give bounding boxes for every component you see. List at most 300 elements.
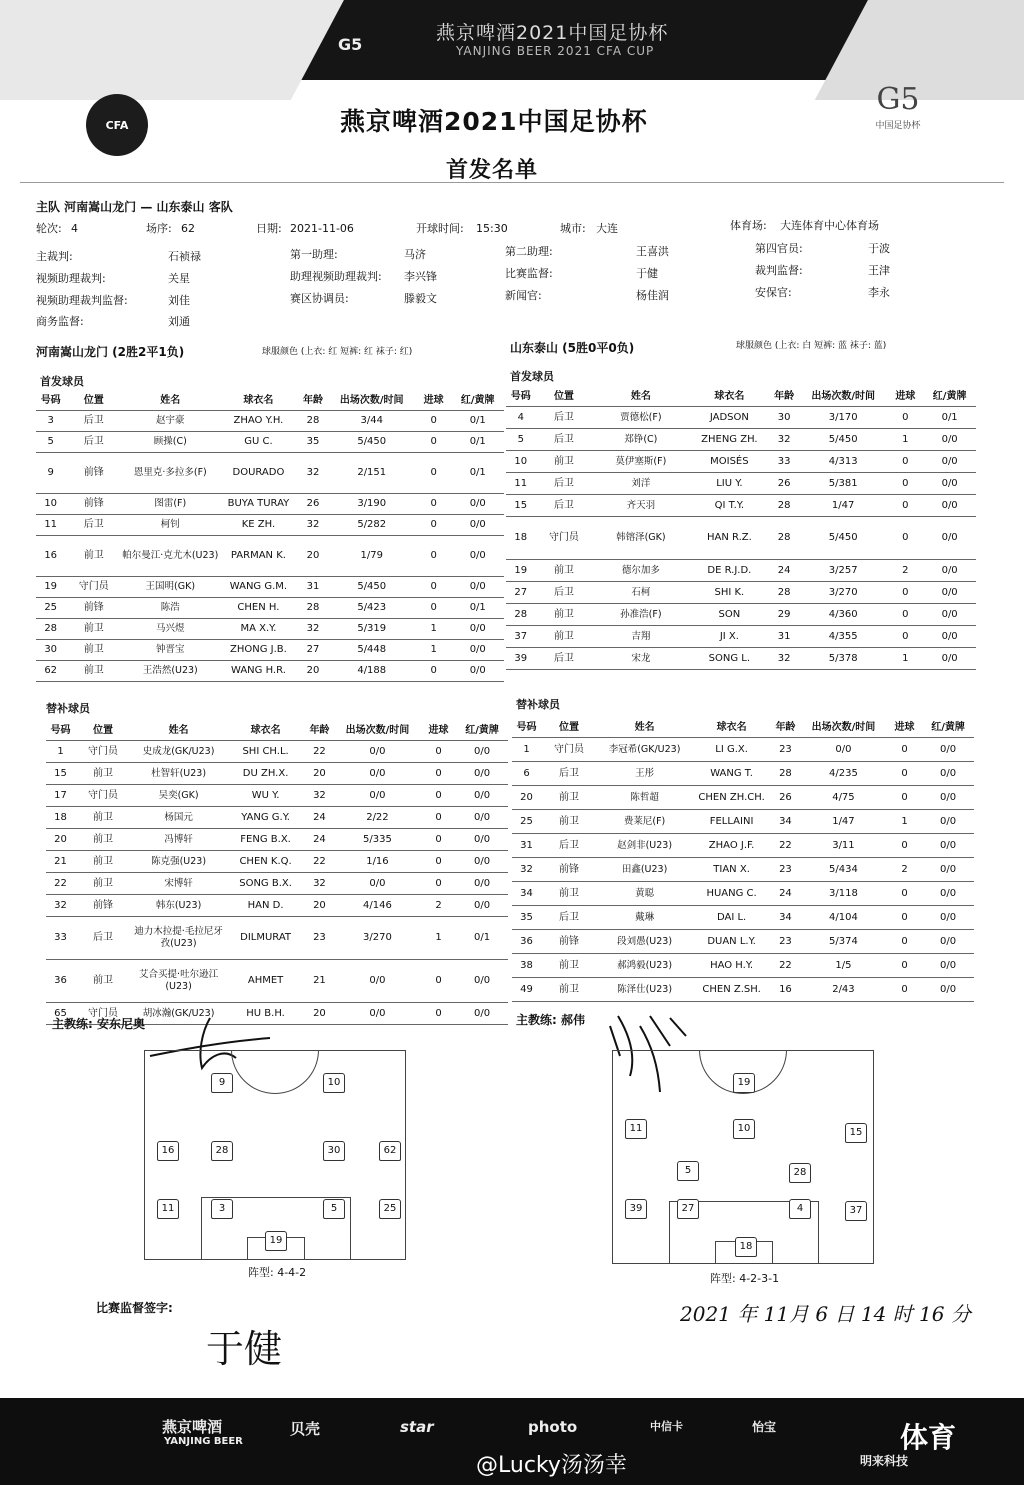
player-row bbox=[46, 807, 508, 829]
cell-appearances: 5/282 bbox=[328, 515, 416, 536]
cell-number: 10 bbox=[36, 494, 65, 515]
cell-goals: 0 bbox=[416, 598, 452, 619]
cell-name: 田鑫(U23) bbox=[597, 858, 692, 882]
sponsor-star: star bbox=[400, 1418, 434, 1436]
cell-goals: 0 bbox=[887, 978, 922, 1002]
cell-position: 后卫 bbox=[541, 762, 597, 786]
match-no-value: 62 bbox=[181, 222, 195, 235]
player-row bbox=[506, 473, 976, 495]
cell-cards: 0/0 bbox=[922, 978, 974, 1002]
official-label: 助理视频助理裁判: bbox=[290, 270, 382, 283]
cell-name: 孙准浩(F) bbox=[592, 604, 689, 626]
cell-position: 前卫 bbox=[75, 807, 131, 829]
home-subs-label: 替补球员 bbox=[46, 702, 90, 715]
cell-age: 28 bbox=[298, 598, 327, 619]
cell-age: 28 bbox=[769, 517, 799, 560]
cell-age: 21 bbox=[305, 960, 334, 1003]
column-header: 进球 bbox=[887, 719, 922, 738]
cell-cards: 0/0 bbox=[456, 960, 508, 1003]
cell-age: 30 bbox=[769, 407, 799, 429]
cup-logo: G5 中国足协杯 bbox=[875, 82, 921, 131]
cell-age: 34 bbox=[771, 810, 800, 834]
home-subs-table bbox=[46, 722, 508, 1025]
cell-appearances: 3/270 bbox=[334, 917, 421, 960]
cell-number: 36 bbox=[46, 960, 75, 1003]
cell-age: 23 bbox=[771, 930, 800, 954]
column-header: 姓名 bbox=[122, 392, 219, 411]
cell-goals: 0 bbox=[416, 661, 452, 682]
top-banner bbox=[0, 0, 1024, 80]
cell-shirt-name: HAO H.Y. bbox=[692, 954, 771, 978]
cell-age: 24 bbox=[771, 882, 800, 906]
cell-age: 31 bbox=[769, 626, 799, 648]
cell-age: 32 bbox=[298, 453, 327, 494]
cell-appearances: 2/43 bbox=[800, 978, 887, 1002]
column-header: 姓名 bbox=[597, 719, 692, 738]
cell-age: 28 bbox=[769, 495, 799, 517]
city-value: 大连 bbox=[596, 222, 618, 235]
cell-name: 德尔加多 bbox=[592, 560, 689, 582]
column-header: 年龄 bbox=[769, 388, 799, 407]
cell-shirt-name: WANG G.M. bbox=[219, 577, 299, 598]
cell-name: 韩镕泽(GK) bbox=[592, 517, 689, 560]
player-row bbox=[36, 598, 504, 619]
column-header: 号码 bbox=[46, 722, 75, 741]
cell-cards: 0/0 bbox=[451, 536, 504, 577]
cell-age: 20 bbox=[298, 661, 327, 682]
city-label: 城市: bbox=[560, 222, 586, 235]
cell-number: 33 bbox=[46, 917, 75, 960]
player-row bbox=[46, 960, 508, 1003]
player-row bbox=[36, 661, 504, 682]
cell-goals: 0 bbox=[416, 494, 452, 515]
player-row bbox=[36, 432, 504, 453]
sponsor-yibao: 怡宝 bbox=[752, 1420, 777, 1434]
cell-name: 齐天羽 bbox=[592, 495, 689, 517]
cell-goals: 0 bbox=[887, 954, 922, 978]
home-formation-pitch bbox=[144, 1050, 406, 1260]
cell-shirt-name: HU B.H. bbox=[226, 1003, 305, 1025]
player-row bbox=[46, 895, 508, 917]
cell-shirt-name: CHEN ZH.CH. bbox=[692, 786, 771, 810]
cell-cards: 0/0 bbox=[923, 517, 976, 560]
cell-position: 后卫 bbox=[536, 407, 593, 429]
cell-appearances: 0/0 bbox=[334, 741, 421, 763]
cell-cards: 0/1 bbox=[451, 453, 504, 494]
cell-name: 贾德松(F) bbox=[592, 407, 689, 429]
cell-name: 戴琳 bbox=[597, 906, 692, 930]
cell-number: 27 bbox=[506, 582, 536, 604]
cell-cards: 0/0 bbox=[456, 873, 508, 895]
cell-appearances: 3/44 bbox=[328, 411, 416, 432]
cell-shirt-name: ZHAO J.F. bbox=[692, 834, 771, 858]
player-shirt-icon: 5 bbox=[677, 1161, 699, 1181]
supervisor-signature: 于健 bbox=[206, 1327, 283, 1371]
player-shirt-icon: 30 bbox=[323, 1141, 345, 1161]
cell-age: 20 bbox=[298, 536, 327, 577]
cell-age: 20 bbox=[305, 1003, 334, 1025]
cell-number: 28 bbox=[506, 604, 536, 626]
cell-position: 后卫 bbox=[536, 495, 593, 517]
cell-cards: 0/1 bbox=[451, 598, 504, 619]
cell-goals: 0 bbox=[887, 626, 923, 648]
column-header: 姓名 bbox=[592, 388, 689, 407]
cell-position: 前卫 bbox=[541, 954, 597, 978]
cell-goals: 1 bbox=[887, 810, 922, 834]
home-formation: 阵型: 4-4-2 bbox=[248, 1266, 307, 1279]
official-label: 主裁判: bbox=[36, 250, 73, 263]
cell-number: 17 bbox=[46, 785, 75, 807]
official-label: 视频助理裁判监督: bbox=[36, 294, 128, 307]
cell-cards: 0/0 bbox=[922, 762, 974, 786]
player-row bbox=[506, 451, 976, 473]
cell-appearances: 1/47 bbox=[799, 495, 888, 517]
cell-number: 38 bbox=[512, 954, 541, 978]
cell-goals: 0 bbox=[416, 536, 452, 577]
cell-number: 30 bbox=[36, 640, 65, 661]
cell-name: 陈泽仕(U23) bbox=[597, 978, 692, 1002]
player-row bbox=[46, 785, 508, 807]
player-row bbox=[36, 411, 504, 432]
cell-goals: 0 bbox=[887, 834, 922, 858]
cell-position: 前卫 bbox=[65, 661, 122, 682]
official-name: 石祯禄 bbox=[168, 250, 201, 263]
cell-number: 32 bbox=[46, 895, 75, 917]
official-name: 于健 bbox=[636, 267, 658, 280]
cell-goals: 1 bbox=[887, 429, 923, 451]
date-label: 日期: bbox=[256, 222, 282, 235]
player-shirt-icon: 16 bbox=[157, 1141, 179, 1161]
cell-shirt-name: HAN R.Z. bbox=[689, 517, 769, 560]
player-row bbox=[36, 577, 504, 598]
cell-name: 王浩然(U23) bbox=[122, 661, 219, 682]
cell-goals: 0 bbox=[421, 873, 456, 895]
official-label: 比赛监督: bbox=[505, 267, 553, 280]
cell-position: 前卫 bbox=[541, 786, 597, 810]
cell-goals: 0 bbox=[887, 495, 923, 517]
stadium-value: 大连体育中心体育场 bbox=[780, 219, 879, 232]
cell-name: 陈浩 bbox=[122, 598, 219, 619]
cell-number: 37 bbox=[506, 626, 536, 648]
cell-appearances: 5/434 bbox=[800, 858, 887, 882]
cell-appearances: 1/5 bbox=[800, 954, 887, 978]
cell-name: 李冠希(GK/U23) bbox=[597, 738, 692, 762]
cell-number: 21 bbox=[46, 851, 75, 873]
cell-cards: 0/0 bbox=[922, 738, 974, 762]
cell-shirt-name: DE R.J.D. bbox=[689, 560, 769, 582]
cell-number: 11 bbox=[506, 473, 536, 495]
cell-age: 26 bbox=[298, 494, 327, 515]
column-header: 位置 bbox=[65, 392, 122, 411]
official-label: 商务监督: bbox=[36, 315, 84, 328]
cell-appearances: 0/0 bbox=[334, 785, 421, 807]
banner-subtitle: YANJING BEER 2021 CFA CUP bbox=[456, 44, 655, 58]
g5-logo: G5 bbox=[338, 35, 363, 54]
cell-appearances: 4/75 bbox=[800, 786, 887, 810]
column-header: 进球 bbox=[421, 722, 456, 741]
cell-shirt-name: SHI K. bbox=[689, 582, 769, 604]
cell-age: 23 bbox=[771, 858, 800, 882]
cell-goals: 0 bbox=[421, 763, 456, 785]
cell-appearances: 3/270 bbox=[799, 582, 888, 604]
cell-cards: 0/0 bbox=[456, 807, 508, 829]
supervisor-signature-label: 比赛监督签字: bbox=[96, 1301, 173, 1315]
cell-cards: 0/0 bbox=[922, 858, 974, 882]
match-no-label: 场序: bbox=[146, 222, 172, 235]
player-shirt-icon: 19 bbox=[265, 1231, 287, 1251]
cell-name: 石柯 bbox=[592, 582, 689, 604]
cell-cards: 0/0 bbox=[922, 906, 974, 930]
away-starting-table bbox=[506, 388, 976, 670]
cell-name: 莫伊塞斯(F) bbox=[592, 451, 689, 473]
cell-goals: 1 bbox=[416, 619, 452, 640]
cell-shirt-name: TIAN X. bbox=[692, 858, 771, 882]
player-row bbox=[512, 738, 974, 762]
cell-shirt-name: MOISÉS bbox=[689, 451, 769, 473]
cell-cards: 0/0 bbox=[922, 834, 974, 858]
cell-cards: 0/0 bbox=[923, 582, 976, 604]
cell-shirt-name: WANG T. bbox=[692, 762, 771, 786]
cell-number: 19 bbox=[506, 560, 536, 582]
player-shirt-icon: 3 bbox=[211, 1199, 233, 1219]
cell-shirt-name: DOURADO bbox=[219, 453, 299, 494]
player-shirt-icon: 27 bbox=[677, 1199, 699, 1219]
cell-appearances: 5/374 bbox=[800, 930, 887, 954]
cell-number: 6 bbox=[512, 762, 541, 786]
cell-appearances: 4/235 bbox=[800, 762, 887, 786]
cell-shirt-name: FENG B.X. bbox=[226, 829, 305, 851]
cell-name: 黄聪 bbox=[597, 882, 692, 906]
official-label: 安保官: bbox=[755, 286, 792, 299]
official-name: 杨佳润 bbox=[636, 289, 669, 302]
player-shirt-icon: 28 bbox=[211, 1141, 233, 1161]
player-row bbox=[506, 560, 976, 582]
cell-goals: 0 bbox=[887, 762, 922, 786]
cell-position: 前卫 bbox=[536, 604, 593, 626]
cell-goals: 0 bbox=[421, 829, 456, 851]
column-header: 年龄 bbox=[771, 719, 800, 738]
cell-cards: 0/0 bbox=[923, 648, 976, 670]
column-header: 红/黄牌 bbox=[922, 719, 974, 738]
player-row bbox=[506, 626, 976, 648]
column-header: 球衣名 bbox=[689, 388, 769, 407]
player-row bbox=[512, 954, 974, 978]
cell-position: 前锋 bbox=[65, 598, 122, 619]
cell-position: 后卫 bbox=[541, 834, 597, 858]
player-shirt-icon: 15 bbox=[845, 1123, 867, 1143]
player-row bbox=[506, 648, 976, 670]
cell-number: 65 bbox=[46, 1003, 75, 1025]
cell-name: 顾操(C) bbox=[122, 432, 219, 453]
official-label: 赛区协调员: bbox=[290, 292, 349, 305]
cell-age: 28 bbox=[771, 762, 800, 786]
cell-cards: 0/0 bbox=[451, 619, 504, 640]
cell-position: 前卫 bbox=[75, 851, 131, 873]
kickoff-label: 开球时间: bbox=[416, 222, 464, 235]
cell-shirt-name: HAN D. bbox=[226, 895, 305, 917]
column-header: 球衣名 bbox=[226, 722, 305, 741]
cell-appearances: 3/11 bbox=[800, 834, 887, 858]
cell-position: 前卫 bbox=[536, 451, 593, 473]
away-kit-colors: 球服颜色 (上衣: 白 短裤: 蓝 袜子: 蓝) bbox=[736, 341, 887, 351]
cell-goals: 0 bbox=[887, 473, 923, 495]
player-shirt-icon: 37 bbox=[845, 1201, 867, 1221]
player-row bbox=[46, 851, 508, 873]
player-shirt-icon: 11 bbox=[157, 1199, 179, 1219]
cell-position: 后卫 bbox=[536, 429, 593, 451]
away-formation-pitch bbox=[612, 1050, 874, 1264]
column-header: 出场次数/时间 bbox=[799, 388, 888, 407]
cell-appearances: 4/313 bbox=[799, 451, 888, 473]
cell-position: 后卫 bbox=[536, 473, 593, 495]
cell-number: 36 bbox=[512, 930, 541, 954]
away-subs-table bbox=[512, 719, 974, 1002]
cell-shirt-name: ZHONG J.B. bbox=[219, 640, 299, 661]
cell-cards: 0/0 bbox=[456, 851, 508, 873]
cell-appearances: 5/381 bbox=[799, 473, 888, 495]
cell-name: 马兴煜 bbox=[122, 619, 219, 640]
cell-appearances: 3/118 bbox=[800, 882, 887, 906]
cell-number: 15 bbox=[46, 763, 75, 785]
official-name: 关星 bbox=[168, 272, 190, 285]
cell-appearances: 4/360 bbox=[799, 604, 888, 626]
player-row bbox=[36, 536, 504, 577]
cell-name: 冯博轩 bbox=[131, 829, 226, 851]
cell-goals: 0 bbox=[421, 1003, 456, 1025]
player-row bbox=[506, 429, 976, 451]
cell-number: 31 bbox=[512, 834, 541, 858]
cell-appearances: 5/378 bbox=[799, 648, 888, 670]
cell-age: 16 bbox=[771, 978, 800, 1002]
cell-name: 艾合买提·吐尔逊江(U23) bbox=[131, 960, 226, 1003]
cell-appearances: 0/0 bbox=[334, 960, 421, 1003]
away-starting-label: 首发球员 bbox=[510, 370, 554, 383]
cell-shirt-name: SHI CH.L. bbox=[226, 741, 305, 763]
player-row bbox=[512, 858, 974, 882]
cell-position: 前卫 bbox=[65, 536, 122, 577]
cell-appearances: 5/450 bbox=[799, 517, 888, 560]
cell-cards: 0/0 bbox=[456, 785, 508, 807]
cell-shirt-name: JADSON bbox=[689, 407, 769, 429]
player-row bbox=[46, 829, 508, 851]
teams-line: 主队 河南嵩山龙门 — 山东泰山 客队 bbox=[36, 200, 233, 214]
cell-age: 28 bbox=[298, 411, 327, 432]
column-header: 位置 bbox=[541, 719, 597, 738]
cell-goals: 0 bbox=[887, 517, 923, 560]
cell-number: 4 bbox=[506, 407, 536, 429]
cell-appearances: 0/0 bbox=[334, 873, 421, 895]
cell-position: 守门员 bbox=[536, 517, 593, 560]
cell-position: 前卫 bbox=[541, 810, 597, 834]
cell-shirt-name: CHEN K.Q. bbox=[226, 851, 305, 873]
cell-shirt-name: GU C. bbox=[219, 432, 299, 453]
cell-position: 后卫 bbox=[536, 648, 593, 670]
cell-name: 杜智轩(U23) bbox=[131, 763, 226, 785]
cell-cards: 0/0 bbox=[456, 829, 508, 851]
cell-position: 后卫 bbox=[541, 906, 597, 930]
column-header: 球衣名 bbox=[692, 719, 771, 738]
column-header: 出场次数/时间 bbox=[328, 392, 416, 411]
column-header: 红/黄牌 bbox=[923, 388, 976, 407]
cell-number: 16 bbox=[36, 536, 65, 577]
player-shirt-icon: 39 bbox=[625, 1199, 647, 1219]
sponsor-photo: photo bbox=[528, 1418, 578, 1436]
cell-appearances: 3/257 bbox=[799, 560, 888, 582]
column-header: 年龄 bbox=[298, 392, 327, 411]
cell-shirt-name: QI T.Y. bbox=[689, 495, 769, 517]
cell-name: 迪力木拉提·毛拉尼牙孜(U23) bbox=[131, 917, 226, 960]
official-name: 滕毅文 bbox=[404, 292, 437, 305]
cell-name: 恩里克·多拉多(F) bbox=[122, 453, 219, 494]
player-row bbox=[36, 453, 504, 494]
cell-position: 前锋 bbox=[65, 453, 122, 494]
cell-number: 19 bbox=[36, 577, 65, 598]
cell-cards: 0/0 bbox=[923, 604, 976, 626]
brand-watermark: 体育 bbox=[900, 1421, 957, 1454]
cell-age: 23 bbox=[305, 917, 334, 960]
banner-title: 燕京啤酒2021中国足协杯 bbox=[436, 22, 669, 44]
sponsor-yanjing: 燕京啤酒 bbox=[162, 1418, 223, 1436]
cell-goals: 0 bbox=[421, 785, 456, 807]
cell-number: 10 bbox=[506, 451, 536, 473]
cell-goals: 0 bbox=[887, 882, 922, 906]
column-header: 进球 bbox=[887, 388, 923, 407]
player-row bbox=[506, 407, 976, 429]
player-shirt-icon: 19 bbox=[733, 1073, 755, 1093]
cell-cards: 0/0 bbox=[923, 495, 976, 517]
cell-position: 前卫 bbox=[75, 960, 131, 1003]
cell-appearances: 5/448 bbox=[328, 640, 416, 661]
cell-goals: 0 bbox=[421, 807, 456, 829]
player-shirt-icon: 4 bbox=[789, 1199, 811, 1219]
cell-age: 23 bbox=[771, 738, 800, 762]
cell-appearances: 2/151 bbox=[328, 453, 416, 494]
cell-age: 32 bbox=[769, 648, 799, 670]
document-subtitle: 首发名单 bbox=[446, 158, 539, 183]
cell-appearances: 2/22 bbox=[334, 807, 421, 829]
player-row bbox=[512, 786, 974, 810]
cell-shirt-name: ZHENG ZH. bbox=[689, 429, 769, 451]
cell-age: 32 bbox=[298, 515, 327, 536]
cell-name: 宋博轩 bbox=[131, 873, 226, 895]
cell-position: 守门员 bbox=[541, 738, 597, 762]
cell-position: 守门员 bbox=[65, 577, 122, 598]
cell-shirt-name: CHEN H. bbox=[219, 598, 299, 619]
column-header: 号码 bbox=[506, 388, 536, 407]
cell-age: 22 bbox=[771, 834, 800, 858]
player-row bbox=[512, 834, 974, 858]
column-header: 进球 bbox=[416, 392, 452, 411]
cell-appearances: 4/355 bbox=[799, 626, 888, 648]
cell-name: 柯钊 bbox=[122, 515, 219, 536]
cell-name: 吉翔 bbox=[592, 626, 689, 648]
away-formation: 阵型: 4-2-3-1 bbox=[710, 1272, 780, 1285]
cell-cards: 0/0 bbox=[451, 515, 504, 536]
cell-shirt-name: AHMET bbox=[226, 960, 305, 1003]
cell-number: 11 bbox=[36, 515, 65, 536]
cell-name: 胡冰瀚(GK/U23) bbox=[131, 1003, 226, 1025]
cell-shirt-name: YANG G.Y. bbox=[226, 807, 305, 829]
official-name: 刘佳 bbox=[168, 294, 190, 307]
official-label: 新闻官: bbox=[505, 289, 542, 302]
cell-shirt-name: BUYA TURAY bbox=[219, 494, 299, 515]
cell-cards: 0/1 bbox=[451, 411, 504, 432]
official-name: 李永 bbox=[868, 286, 890, 299]
cell-name: 钟晋宝 bbox=[122, 640, 219, 661]
official-label: 视频助理裁判: bbox=[36, 272, 106, 285]
cell-appearances: 4/188 bbox=[328, 661, 416, 682]
cell-shirt-name: DU ZH.X. bbox=[226, 763, 305, 785]
